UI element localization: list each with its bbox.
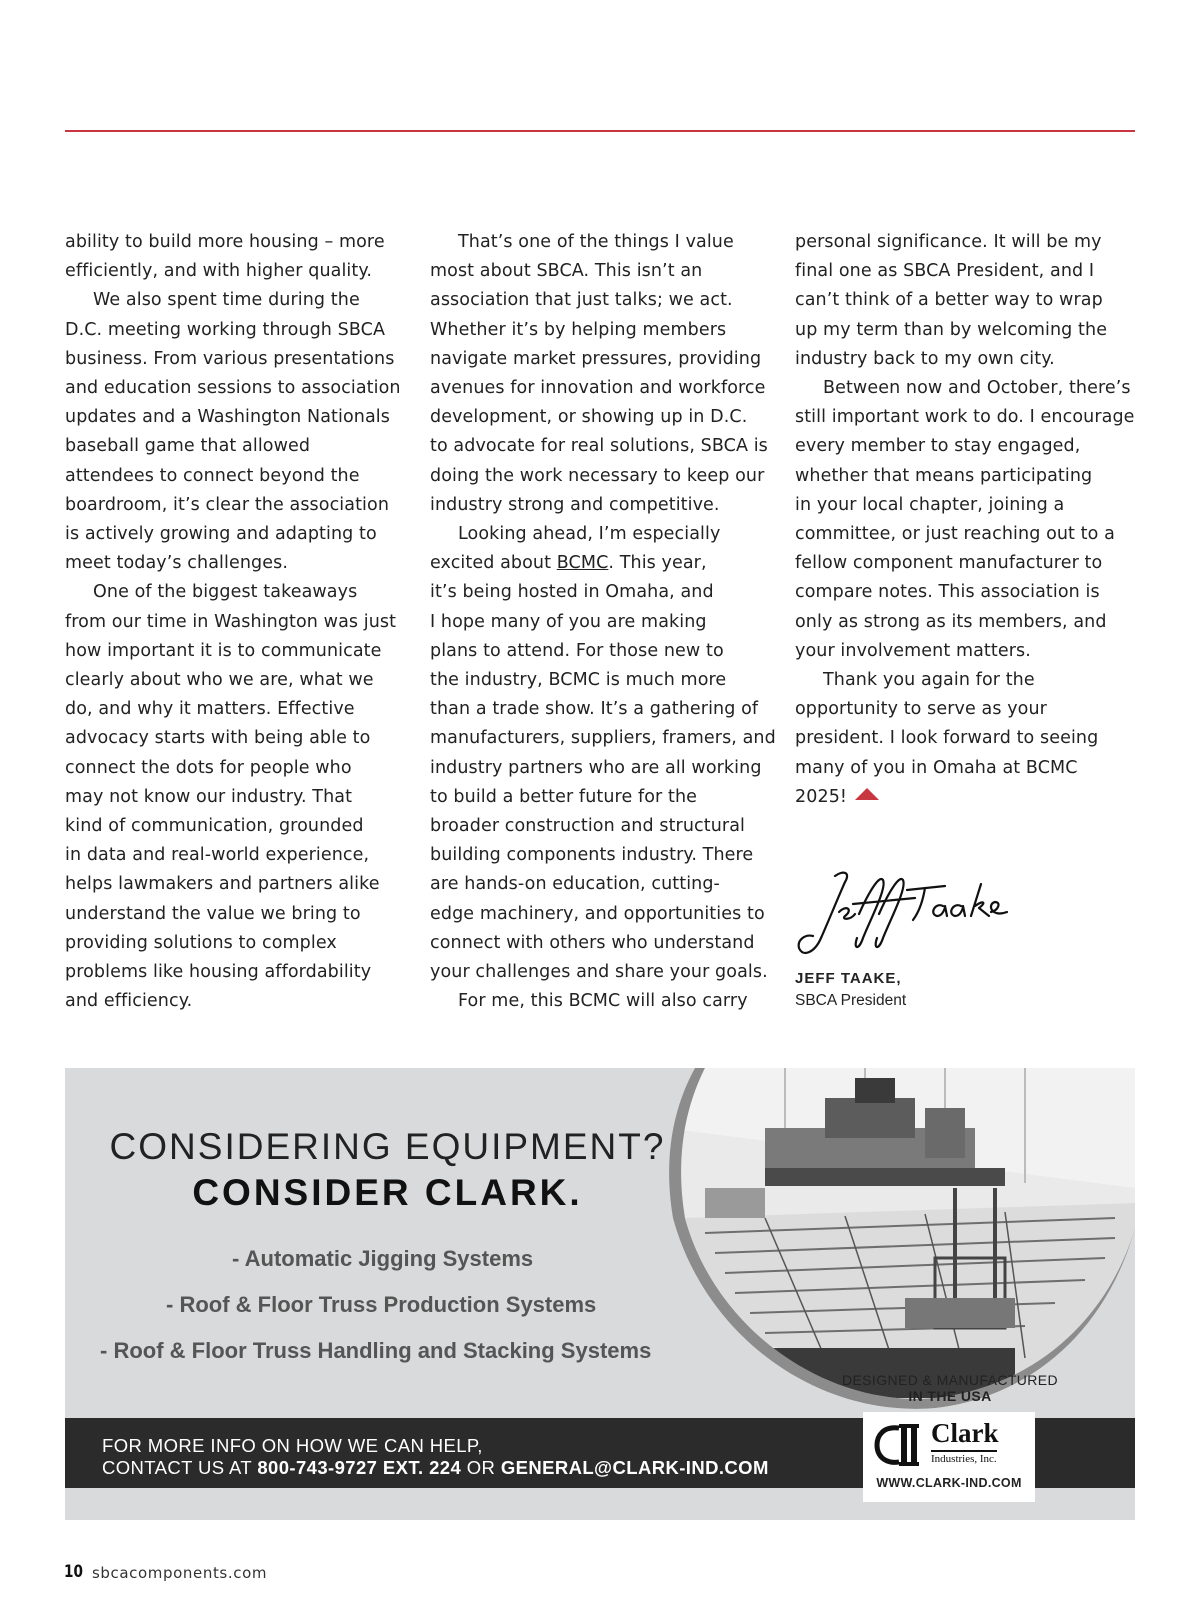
text-line: updates and a Washington Nationals <box>65 407 390 428</box>
text-line: D.C. meeting working through SBCA <box>65 319 386 340</box>
text-line: I hope many of you are making <box>430 611 707 632</box>
ad-list-item: - Automatic Jigging Systems <box>232 1246 534 1271</box>
text-line: is actively growing and adapting to <box>65 524 377 545</box>
made-in-usa-line-2: IN THE USA <box>908 1388 992 1404</box>
text-line: to build a better future for the <box>430 786 698 807</box>
signer-name: JEFF TAAKE, <box>795 970 902 987</box>
handwritten-signature <box>795 868 1015 963</box>
text-line: industry strong and competitive. <box>430 494 720 515</box>
contact-or: OR <box>461 1457 501 1478</box>
text-line: it’s being hosted in Omaha, and <box>430 582 714 603</box>
text-line: problems like housing affordability <box>65 962 372 983</box>
clark-ci-logo-icon <box>873 1420 925 1470</box>
text-line: your involvement matters. <box>795 640 1031 661</box>
page-number: 10 <box>64 1562 83 1582</box>
text-line: attendees to connect beyond the <box>65 465 360 486</box>
text-fragment: . This year, <box>608 553 707 574</box>
ad-headline-bold: CONSIDER CLARK. <box>192 1172 583 1213</box>
text-line: the industry, BCMC is much more <box>430 670 727 691</box>
top-red-rule <box>65 130 1135 132</box>
phone-number[interactable]: 800-743-9727 EXT. 224 <box>257 1457 462 1478</box>
text-line: fellow component manufacturer to <box>795 553 1103 574</box>
text-line: are hands-on education, cutting- <box>430 874 720 895</box>
text-line: Thank you again for the <box>823 670 1035 691</box>
contact-line-1: FOR MORE INFO ON HOW WE CAN HELP, <box>102 1435 483 1456</box>
text-line: helps lawmakers and partners alike <box>65 874 380 895</box>
text-line: business. From various presentations <box>65 348 395 369</box>
text-line: building components industry. There <box>430 845 754 866</box>
text-line: compare notes. This association is <box>795 582 1100 603</box>
text-line: edge machinery, and opportunities to <box>430 903 765 924</box>
text-line: That’s one of the things I value <box>458 232 734 252</box>
text-line: your challenges and share your goals. <box>430 962 768 983</box>
ad-list-item: - Roof & Floor Truss Handling and Stacking Systems <box>100 1338 652 1363</box>
text-line: Between now and October, there’s <box>823 378 1131 399</box>
clark-logo-subtitle: Industries, Inc. <box>931 1450 997 1465</box>
text-line: Looking ahead, I’m especially <box>458 524 721 545</box>
text-line: boardroom, it’s clear the association <box>65 494 390 515</box>
email-address[interactable]: GENERAL@CLARK-IND.COM <box>500 1457 769 1478</box>
text-line: still important work to do. I encourage <box>795 407 1135 428</box>
clark-logo <box>863 1412 1035 1502</box>
text-line: most about SBCA. This isn’t an <box>430 261 703 282</box>
text-line: and efficiency. <box>65 991 193 1012</box>
text-line: plans to attend. For those new to <box>430 640 724 661</box>
text-line: ability to build more housing – more <box>65 232 385 252</box>
text-line: can’t think of a better way to wrap <box>795 290 1103 311</box>
text-line: from our time in Washington was just <box>65 611 397 632</box>
text-line: opportunity to serve as your <box>795 699 1047 720</box>
text-line: doing the work necessary to keep our <box>430 465 765 486</box>
text-line: advocacy starts with being able to <box>65 728 371 749</box>
text-line: clearly about who we are, what we <box>65 670 374 691</box>
text-line: manufacturers, suppliers, framers, and <box>430 728 776 749</box>
footer-site-url[interactable]: sbcacomponents.com <box>92 1564 268 1582</box>
text-line: understand the value we bring to <box>65 903 361 924</box>
contact-line-2 <box>102 1457 769 1479</box>
text-line: to advocate for real solutions, SBCA is <box>430 436 768 457</box>
text-line: up my term than by welcoming the <box>795 319 1108 340</box>
bcmc-link[interactable]: BCMC <box>556 553 609 574</box>
text-line: Whether it’s by helping members <box>430 319 727 340</box>
article-column-1 <box>65 228 405 1016</box>
text-line: providing solutions to complex <box>65 932 337 953</box>
text-line: meet today’s challenges. <box>65 553 288 574</box>
text-line: industry back to my own city. <box>795 348 1055 369</box>
end-of-article-triangle-icon <box>855 788 879 800</box>
text-line: president. I look forward to seeing <box>795 728 1099 749</box>
text-line: We also spent time during the <box>93 290 360 311</box>
clark-website-url[interactable]: WWW.CLARK-IND.COM <box>876 1476 1022 1490</box>
text-line: broader construction and structural <box>430 816 745 837</box>
contact-prefix: CONTACT US AT <box>102 1457 258 1478</box>
text-line: personal significance. It will be my <box>795 232 1102 252</box>
article-column-3 <box>795 228 1135 812</box>
text-fragment: 2025! <box>795 786 848 807</box>
text-line: For me, this BCMC will also carry <box>458 991 748 1012</box>
text-line: industry partners who are all working <box>430 757 762 778</box>
text-line: do, and why it matters. Effective <box>65 699 355 720</box>
text-line: and education sessions to association <box>65 378 401 399</box>
text-line-last <box>795 783 1135 812</box>
text-line-bcmc <box>430 549 770 578</box>
article-column-2 <box>430 228 776 1016</box>
clark-advertisement <box>65 1068 1135 1520</box>
text-line: development, or showing up in D.C. <box>430 407 748 428</box>
text-line: association that just talks; we act. <box>430 290 733 311</box>
text-line: may not know our industry. That <box>65 786 353 807</box>
text-line: in your local chapter, joining a <box>795 494 1065 515</box>
clark-logo-name: Clark <box>931 1418 999 1448</box>
contact-bar-end-block <box>1070 1418 1135 1488</box>
signature-block <box>795 868 1055 1009</box>
text-line: baseball game that allowed <box>65 436 311 457</box>
text-line: navigate market pressures, providing <box>430 348 762 369</box>
text-line: whether that means participating <box>795 465 1093 486</box>
text-line: in data and real-world experience, <box>65 845 370 866</box>
text-line: every member to stay engaged, <box>795 436 1081 457</box>
text-line: committee, or just reaching out to a <box>795 524 1115 545</box>
text-line: how important it is to communicate <box>65 640 382 661</box>
ad-headline-light: CONSIDERING EQUIPMENT? <box>109 1126 666 1167</box>
text-line: efficiently, and with higher quality. <box>65 261 372 282</box>
text-fragment: excited about <box>430 553 557 574</box>
text-line: kind of communication, grounded <box>65 816 364 837</box>
text-line: One of the biggest takeaways <box>93 582 358 603</box>
made-in-usa-line-1: DESIGNED & MANUFACTURED <box>841 1372 1059 1388</box>
text-line: final one as SBCA President, and I <box>795 261 1095 282</box>
text-line: only as strong as its members, and <box>795 611 1107 632</box>
signer-title: SBCA President <box>795 992 907 1009</box>
text-line: many of you in Omaha at BCMC <box>795 757 1078 778</box>
text-line: connect with others who understand <box>430 932 755 953</box>
text-line: avenues for innovation and workforce <box>430 378 766 399</box>
text-line: connect the dots for people who <box>65 757 352 778</box>
text-line: than a trade show. It’s a gathering of <box>430 699 759 720</box>
ad-list-item: - Roof & Floor Truss Production Systems <box>166 1292 597 1317</box>
